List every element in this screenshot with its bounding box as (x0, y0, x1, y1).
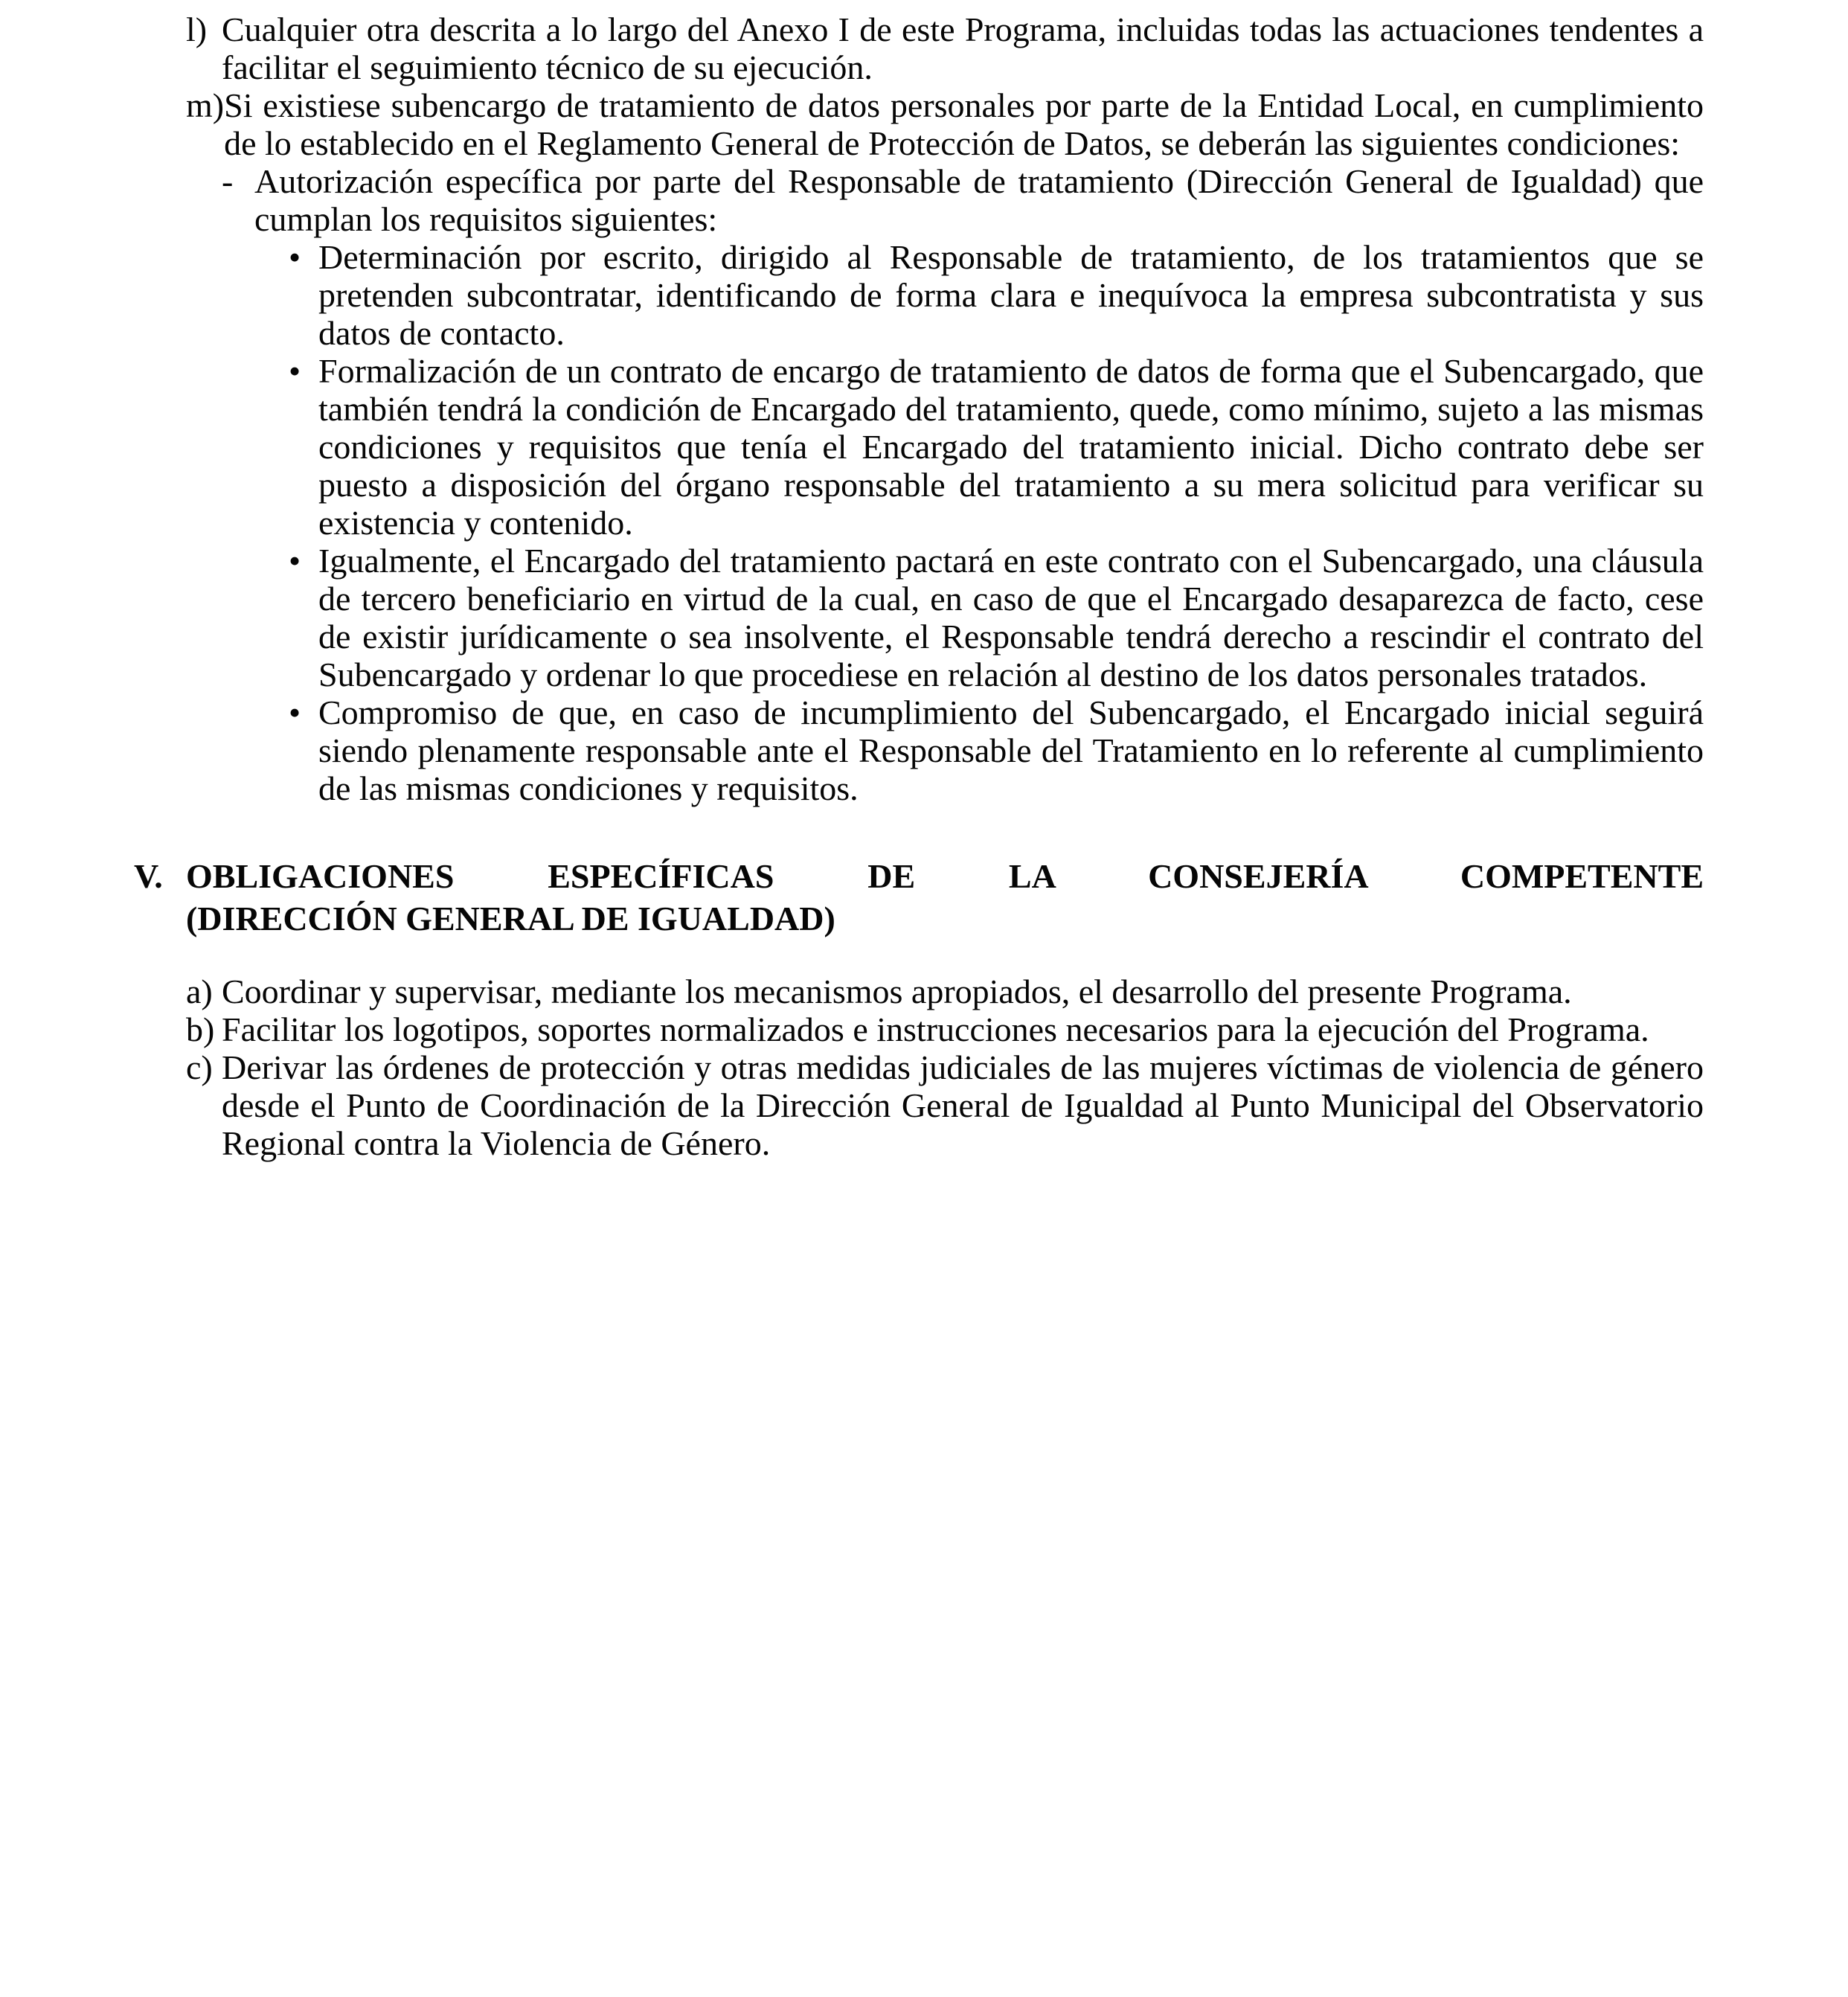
list-item-m (186, 86, 1704, 162)
bullet-icon: • (289, 542, 301, 580)
list-item-m-text: Si existiese subencargo de tratamiento de datos personales por parte de la Entidad Local, en cumplimiento de lo establecido en el Reglamento General de Protección de Datos, se deberán las siguientes condiciones: (224, 86, 1704, 162)
bullet-icon: • (289, 352, 301, 390)
list-item-c-text: Derivar las órdenes de protección y otras medidas judiciales de las mujeres víctimas de violencia de género desde el Punto de Coordinación de la Dirección General de Igualdad al Punto Municipal del Observatorio Regional contra la Violencia de Género. (222, 1048, 1704, 1162)
list-item-b-text: Facilitar los logotipos, soportes normalizados e instrucciones necesarios para la ejecución del Programa. (222, 1010, 1649, 1048)
bullet-item-1 (289, 238, 1704, 352)
section-title-line2: (DIRECCIÓN GENERAL DE IGUALDAD) (186, 900, 835, 937)
bullet-item-2 (289, 352, 1704, 542)
bullet-item-2-text: Formalización de un contrato de encargo de tratamiento de datos de forma que el Subencargado, que también tendrá la condición de Encargado del tratamiento, quede, como mínimo, sujeto a las mismas condiciones y requisitos que tenía el Encargado del tratamiento inicial. Dicho contrato debe ser puesto a disposición del órgano responsable del tratamiento a su mera solicitud para verificar su existencia y contenido. (318, 352, 1704, 542)
bullet-item-3-text: Igualmente, el Encargado del tratamiento pactará en este contrato con el Subencargado, una cláusula de tercero beneficiario en virtud de la cual, en caso de que el Encargado desaparezca de facto, cese de existir jurídicamente o sea insolvente, el Responsable tendrá derecho a rescindir el contrato del Subencargado y ordenar lo que procediese en relación al destino de los datos personales tratados. (318, 542, 1704, 693)
list-item-m-marker: m) (186, 86, 225, 124)
bullet-item-3 (289, 542, 1704, 693)
dash-sub-item-text: Autorización específica por parte del Responsable de tratamiento (Dirección General de Igualdad) que cumplan los requisitos siguientes: (254, 162, 1704, 238)
section-title (186, 855, 1704, 940)
list-item-l-text: Cualquier otra descrita a lo largo del Anexo I de este Programa, incluidas todas las actuaciones tendentes a facilitar el seguimiento técnico de su ejecución. (222, 10, 1704, 86)
list-item-a-marker: a) (186, 972, 213, 1010)
list-item-c (186, 1048, 1704, 1162)
list-item-b (186, 1010, 1704, 1048)
bullet-item-1-text: Determinación por escrito, dirigido al Responsable de tratamiento, de los tratamientos que se pretenden subcontratar, identificando de forma clara e inequívoca la empresa subcontratista y sus datos de contacto. (318, 238, 1704, 352)
bullet-icon: • (289, 238, 301, 276)
dash-sub-item-marker: - (222, 162, 234, 200)
section-heading (134, 855, 1704, 940)
section-title-line1: OBLIGACIONES ESPECÍFICAS DE LA CONSEJERÍA COMPETENTE (186, 857, 1704, 895)
list-item-a-text: Coordinar y supervisar, mediante los mecanismos apropiados, el desarrollo del presente Programa. (222, 972, 1572, 1010)
section-number: V. (134, 857, 163, 895)
list-item-b-marker: b) (186, 1010, 215, 1048)
dash-sub-item (222, 162, 1704, 238)
list-item-l (186, 10, 1704, 86)
bullet-item-4 (289, 693, 1704, 807)
bullet-item-4-text: Compromiso de que, en caso de incumplimiento del Subencargado, el Encargado inicial seguirá siendo plenamente responsable ante el Responsable del Tratamiento en lo referente al cumplimiento de las mismas condiciones y requisitos. (318, 693, 1704, 807)
list-item-c-marker: c) (186, 1048, 213, 1086)
bullet-icon: • (289, 693, 301, 731)
list-item-a (186, 972, 1704, 1010)
list-item-l-marker: l) (186, 10, 208, 48)
